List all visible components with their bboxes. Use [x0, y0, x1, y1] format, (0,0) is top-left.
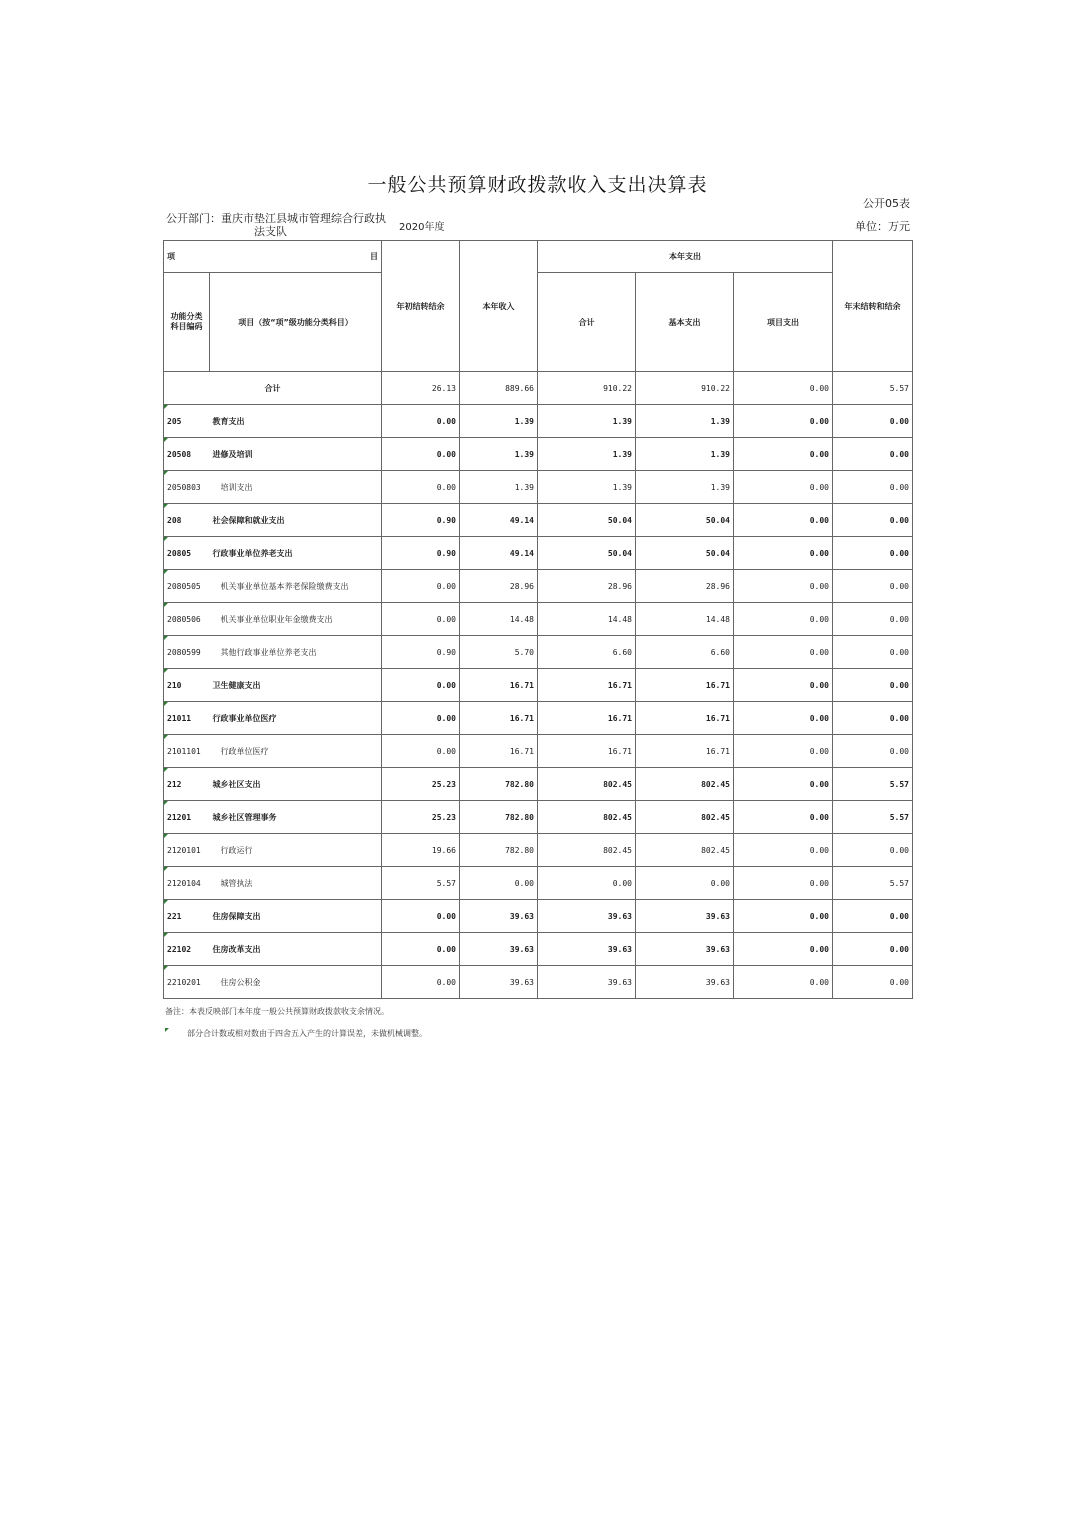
- row-total: 802.45: [538, 834, 636, 867]
- row-opening: 0.00: [382, 966, 460, 999]
- row-total: 39.63: [538, 966, 636, 999]
- row-code: 2101101: [164, 735, 210, 768]
- row-income: 1.39: [460, 471, 538, 504]
- row-closing: 0.00: [833, 471, 913, 504]
- row-name: 行政单位医疗: [220, 746, 269, 756]
- total-row: [164, 372, 913, 405]
- row-total: 802.45: [538, 768, 636, 801]
- row-name: 行政运行: [220, 845, 253, 855]
- header-basic-expense: 基本支出: [636, 273, 734, 372]
- row-project: 0.00: [734, 966, 833, 999]
- department-line-2: 法支队: [254, 225, 287, 238]
- header-expense-total: 合计: [538, 273, 636, 372]
- row-opening: 0.90: [382, 537, 460, 570]
- table-row: [164, 438, 913, 471]
- row-opening: 25.23: [382, 801, 460, 834]
- header-opening-balance: 年初结转结余: [382, 241, 460, 372]
- table-row: [164, 768, 913, 801]
- row-total: 1.39: [538, 438, 636, 471]
- row-closing: 0.00: [833, 702, 913, 735]
- row-total: 16.71: [538, 735, 636, 768]
- header-expense-group: 本年支出: [538, 241, 833, 273]
- row-name-cell: [210, 933, 382, 966]
- row-name: 住房改革支出: [212, 944, 261, 954]
- row-name-cell: [210, 438, 382, 471]
- row-name-cell: [210, 603, 382, 636]
- row-project: 0.00: [734, 768, 833, 801]
- row-name-cell: [210, 702, 382, 735]
- page-title: 一般公共预算财政拨款收入支出决算表: [367, 174, 708, 196]
- table-row: [164, 603, 913, 636]
- row-total: 802.45: [538, 801, 636, 834]
- row-name: 行政事业单位养老支出: [212, 548, 293, 558]
- row-project: 0.00: [734, 933, 833, 966]
- header-code: 功能分类科目编码: [164, 273, 210, 372]
- row-income: 782.80: [460, 801, 538, 834]
- row-code: 205: [164, 405, 210, 438]
- table-row: [164, 900, 913, 933]
- row-project: 0.00: [734, 537, 833, 570]
- row-opening: 0.90: [382, 504, 460, 537]
- row-code: 2120104: [164, 867, 210, 900]
- table-row: [164, 966, 913, 999]
- row-code: 2050803: [164, 471, 210, 504]
- row-basic: 1.39: [636, 405, 734, 438]
- row-total: 50.04: [538, 504, 636, 537]
- row-total: 39.63: [538, 933, 636, 966]
- row-name: 城管执法: [220, 878, 253, 888]
- row-name: 教育支出: [212, 416, 245, 426]
- row-closing: 0.00: [833, 735, 913, 768]
- row-total: 6.60: [538, 636, 636, 669]
- row-opening: 0.00: [382, 570, 460, 603]
- row-basic: 802.45: [636, 834, 734, 867]
- row-project: 0.00: [734, 735, 833, 768]
- row-name: 培训支出: [220, 482, 253, 492]
- row-code: 2210201: [164, 966, 210, 999]
- department-label: [166, 212, 386, 238]
- row-total: 1.39: [538, 405, 636, 438]
- total-project: 0.00: [734, 372, 833, 405]
- row-name-cell: [210, 471, 382, 504]
- table-row: [164, 834, 913, 867]
- row-project: 0.00: [734, 504, 833, 537]
- total-basic: 910.22: [636, 372, 734, 405]
- row-code: 20805: [164, 537, 210, 570]
- row-name: 行政事业单位医疗: [212, 713, 277, 723]
- row-closing: 0.00: [833, 603, 913, 636]
- row-basic: 39.63: [636, 900, 734, 933]
- row-code: 210: [164, 669, 210, 702]
- form-number: 公开05表: [863, 197, 910, 210]
- row-basic: 39.63: [636, 933, 734, 966]
- header-income: 本年收入: [460, 241, 538, 372]
- row-name: 机关事业单位基本养老保险缴费支出: [220, 581, 349, 591]
- note-1: 备注：本表反映部门本年度一般公共预算财政拨款收支余情况。: [165, 1007, 389, 1016]
- row-closing: 0.00: [833, 438, 913, 471]
- table-row: [164, 669, 913, 702]
- budget-table: [163, 240, 913, 999]
- row-closing: 0.00: [833, 405, 913, 438]
- row-opening: 0.00: [382, 438, 460, 471]
- row-name-cell: [210, 405, 382, 438]
- row-name: 城乡社区支出: [212, 779, 261, 789]
- row-total: 50.04: [538, 537, 636, 570]
- header-closing-balance: 年末结转和结余: [833, 241, 913, 372]
- row-closing: 0.00: [833, 669, 913, 702]
- row-income: 5.70: [460, 636, 538, 669]
- row-name-cell: [210, 867, 382, 900]
- row-total: 0.00: [538, 867, 636, 900]
- row-opening: 0.90: [382, 636, 460, 669]
- row-code: 2080505: [164, 570, 210, 603]
- row-project: 0.00: [734, 471, 833, 504]
- total-income: 889.66: [460, 372, 538, 405]
- row-code: 22102: [164, 933, 210, 966]
- total-expense: 910.22: [538, 372, 636, 405]
- header-item-right: 目: [210, 241, 382, 273]
- row-opening: 0.00: [382, 405, 460, 438]
- row-name: 其他行政事业单位养老支出: [220, 647, 317, 657]
- row-income: 16.71: [460, 702, 538, 735]
- row-code: 221: [164, 900, 210, 933]
- row-project: 0.00: [734, 801, 833, 834]
- row-closing: 0.00: [833, 966, 913, 999]
- row-closing: 0.00: [833, 900, 913, 933]
- row-code: 2120101: [164, 834, 210, 867]
- row-closing: 5.57: [833, 867, 913, 900]
- table-row: [164, 735, 913, 768]
- table-row: [164, 537, 913, 570]
- row-total: 16.71: [538, 702, 636, 735]
- row-income: 39.63: [460, 933, 538, 966]
- row-name-cell: [210, 570, 382, 603]
- row-project: 0.00: [734, 438, 833, 471]
- header-project-expense: 项目支出: [734, 273, 833, 372]
- row-closing: 0.00: [833, 834, 913, 867]
- total-opening: 26.13: [382, 372, 460, 405]
- row-income: 1.39: [460, 405, 538, 438]
- row-total: 28.96: [538, 570, 636, 603]
- note-2: 部分合计数或相对数由于四舍五入产生的计算误差，未做机械调整。: [165, 1028, 427, 1050]
- row-opening: 25.23: [382, 768, 460, 801]
- row-total: 39.63: [538, 900, 636, 933]
- row-name-cell: [210, 669, 382, 702]
- row-name-cell: [210, 537, 382, 570]
- row-name: 城乡社区管理事务: [212, 812, 277, 822]
- row-name-cell: [210, 801, 382, 834]
- row-name: 住房保障支出: [212, 911, 261, 921]
- row-project: 0.00: [734, 570, 833, 603]
- row-total: 16.71: [538, 669, 636, 702]
- table-row: [164, 471, 913, 504]
- row-basic: 14.48: [636, 603, 734, 636]
- table-row: [164, 570, 913, 603]
- row-code: 21011: [164, 702, 210, 735]
- row-basic: 50.04: [636, 537, 734, 570]
- row-code: 208: [164, 504, 210, 537]
- table-row: [164, 801, 913, 834]
- fiscal-year: 2020年度: [399, 222, 445, 233]
- row-project: 0.00: [734, 669, 833, 702]
- table-row: [164, 933, 913, 966]
- row-basic: 28.96: [636, 570, 734, 603]
- row-code: 2080599: [164, 636, 210, 669]
- row-income: 14.48: [460, 603, 538, 636]
- header-item-left: 项: [164, 241, 210, 273]
- row-project: 0.00: [734, 636, 833, 669]
- row-name-cell: [210, 834, 382, 867]
- row-opening: 0.00: [382, 735, 460, 768]
- row-income: 49.14: [460, 504, 538, 537]
- row-income: 28.96: [460, 570, 538, 603]
- row-closing: 5.57: [833, 801, 913, 834]
- row-opening: 0.00: [382, 933, 460, 966]
- row-name-cell: [210, 504, 382, 537]
- row-income: 16.71: [460, 669, 538, 702]
- row-name-cell: [210, 768, 382, 801]
- row-closing: 5.57: [833, 768, 913, 801]
- row-name: 住房公积金: [220, 977, 261, 987]
- row-code: 21201: [164, 801, 210, 834]
- row-project: 0.00: [734, 702, 833, 735]
- row-opening: 0.00: [382, 471, 460, 504]
- header-name: 项目（按“项”级功能分类科目）: [210, 273, 382, 372]
- row-opening: 0.00: [382, 900, 460, 933]
- row-project: 0.00: [734, 867, 833, 900]
- row-opening: 0.00: [382, 603, 460, 636]
- row-name-cell: [210, 636, 382, 669]
- unit-label: 单位：万元: [855, 220, 910, 233]
- row-total: 1.39: [538, 471, 636, 504]
- row-closing: 0.00: [833, 636, 913, 669]
- row-name: 社会保障和就业支出: [212, 515, 285, 525]
- row-code: 2080506: [164, 603, 210, 636]
- row-name: 进修及培训: [212, 449, 253, 459]
- row-income: 16.71: [460, 735, 538, 768]
- row-basic: 1.39: [636, 471, 734, 504]
- row-income: 782.80: [460, 834, 538, 867]
- row-total: 14.48: [538, 603, 636, 636]
- row-opening: 0.00: [382, 669, 460, 702]
- row-income: 39.63: [460, 966, 538, 999]
- notes: [165, 1006, 427, 1050]
- row-opening: 19.66: [382, 834, 460, 867]
- row-name-cell: [210, 966, 382, 999]
- table-row: [164, 702, 913, 735]
- row-opening: 0.00: [382, 702, 460, 735]
- row-basic: 1.39: [636, 438, 734, 471]
- row-closing: 0.00: [833, 504, 913, 537]
- row-basic: 16.71: [636, 702, 734, 735]
- row-project: 0.00: [734, 900, 833, 933]
- row-opening: 5.57: [382, 867, 460, 900]
- row-name: 卫生健康支出: [212, 680, 261, 690]
- row-name-cell: [210, 900, 382, 933]
- row-code: 212: [164, 768, 210, 801]
- total-label: 合计: [164, 372, 382, 405]
- row-basic: 802.45: [636, 768, 734, 801]
- row-basic: 50.04: [636, 504, 734, 537]
- table-row: [164, 636, 913, 669]
- row-basic: 0.00: [636, 867, 734, 900]
- row-project: 0.00: [734, 405, 833, 438]
- row-project: 0.00: [734, 603, 833, 636]
- row-closing: 0.00: [833, 537, 913, 570]
- row-project: 0.00: [734, 834, 833, 867]
- row-closing: 0.00: [833, 570, 913, 603]
- row-basic: 16.71: [636, 735, 734, 768]
- total-closing: 5.57: [833, 372, 913, 405]
- row-income: 39.63: [460, 900, 538, 933]
- row-basic: 39.63: [636, 966, 734, 999]
- row-name-cell: [210, 735, 382, 768]
- department-line-1: 公开部门：重庆市垫江县城市管理综合行政执: [166, 212, 386, 225]
- row-name: 机关事业单位职业年金缴费支出: [220, 614, 333, 624]
- row-code: 20508: [164, 438, 210, 471]
- row-income: 782.80: [460, 768, 538, 801]
- row-income: 1.39: [460, 438, 538, 471]
- row-basic: 802.45: [636, 801, 734, 834]
- row-basic: 16.71: [636, 669, 734, 702]
- table-row: [164, 504, 913, 537]
- row-closing: 0.00: [833, 933, 913, 966]
- table-row: [164, 405, 913, 438]
- table-row: [164, 867, 913, 900]
- row-income: 49.14: [460, 537, 538, 570]
- row-basic: 6.60: [636, 636, 734, 669]
- row-income: 0.00: [460, 867, 538, 900]
